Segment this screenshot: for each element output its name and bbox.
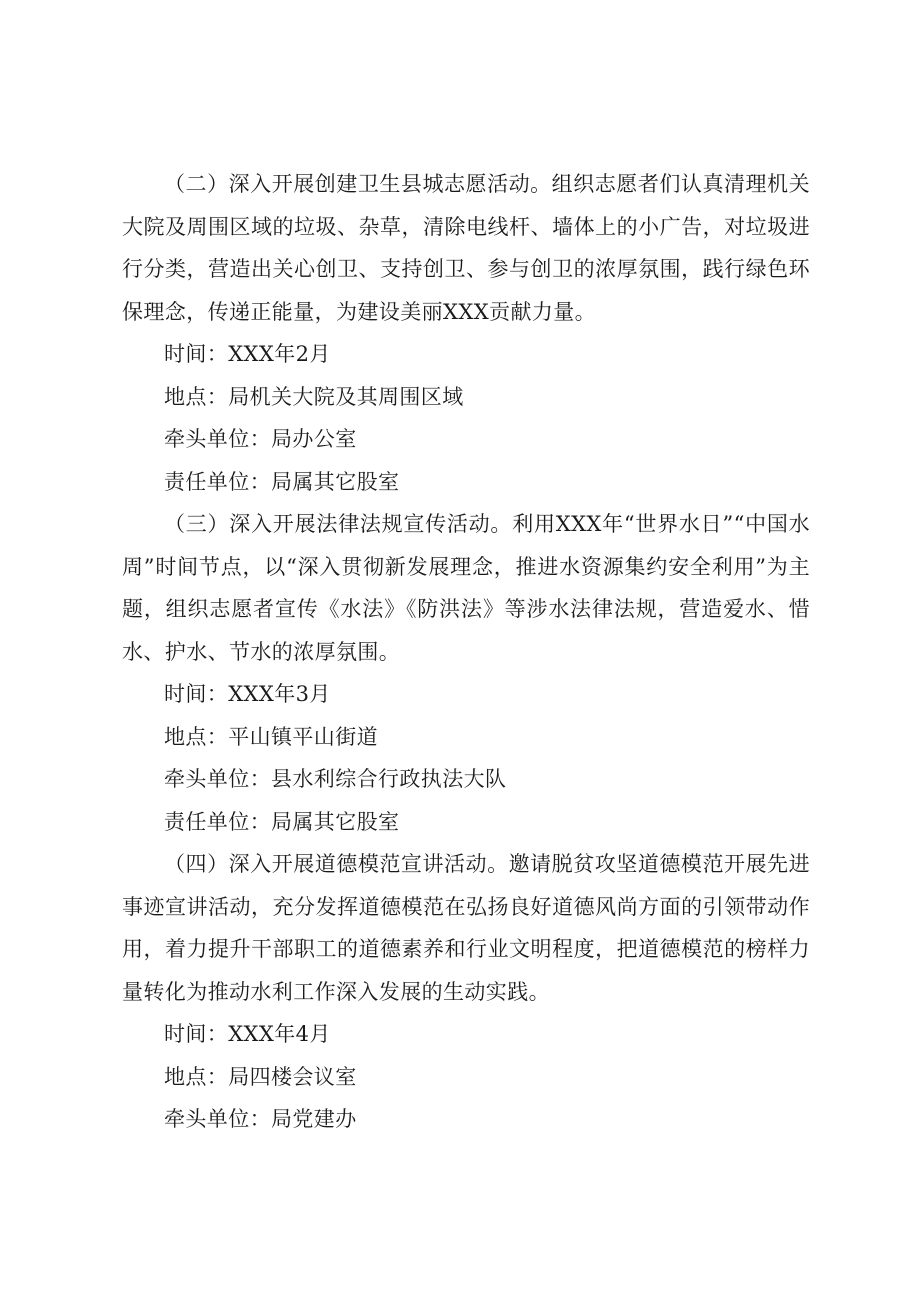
section-paragraph: （四）深入开展道德模范宣讲活动。邀请脱贫攻坚道德模范开展先进事迹宣讲活动，充分发挥道德模范在弘扬良好道德风尚方面的引领带动作用，着力提升干部职工的道德素养和行业文明程度，把道德模范的榜样力量转化为推动水利工作深入发展的生动实践。 — [122, 852, 810, 1004]
section-time: 时间：XXX年3月 — [164, 682, 331, 706]
section-place: 地点：局四楼会议室 — [164, 1064, 357, 1089]
section-paragraph: （二）深入开展创建卫生县城志愿活动。组织志愿者们认真清理机关大院及周围区域的垃圾、杂草，清除电线杆、墙体上的小广告，对垃圾进行分类，营造出关心创卫、支持创卫、参与创卫的浓厚氛围，践行绿色环保理念，传递正能量，为建设美丽XXX贡献力量。 — [122, 172, 810, 324]
section-time: 时间：XXX年4月 — [164, 1022, 331, 1046]
document-body — [122, 163, 810, 1141]
section-2 — [122, 163, 810, 503]
section-place: 地点：局机关大院及其周围区域 — [164, 384, 464, 409]
section-time: 时间：XXX年2月 — [164, 342, 331, 366]
section-lead-unit: 牵头单位：县水利综合行政执法大队 — [164, 767, 507, 791]
section-responsible-unit: 责任单位：局属其它股室 — [164, 469, 400, 494]
section-paragraph: （三）深入开展法律法规宣传活动。利用XXX年“世界水日”“中国水周”时间节点，以“深入贯彻新发展理念，推进水资源集约安全利用”为主题，组织志愿者宣传《水法》《防洪法》等涉水法律法规，营造爱水、惜水、护水、节水的浓厚氛围。 — [122, 512, 810, 664]
section-responsible-unit: 责任单位：局属其它股室 — [164, 809, 400, 834]
section-place: 地点：平山镇平山街道 — [164, 724, 378, 749]
section-lead-unit: 牵头单位：局办公室 — [164, 427, 357, 451]
section-4 — [122, 843, 810, 1141]
section-lead-unit: 牵头单位：局党建办 — [164, 1107, 357, 1131]
section-3 — [122, 503, 810, 843]
